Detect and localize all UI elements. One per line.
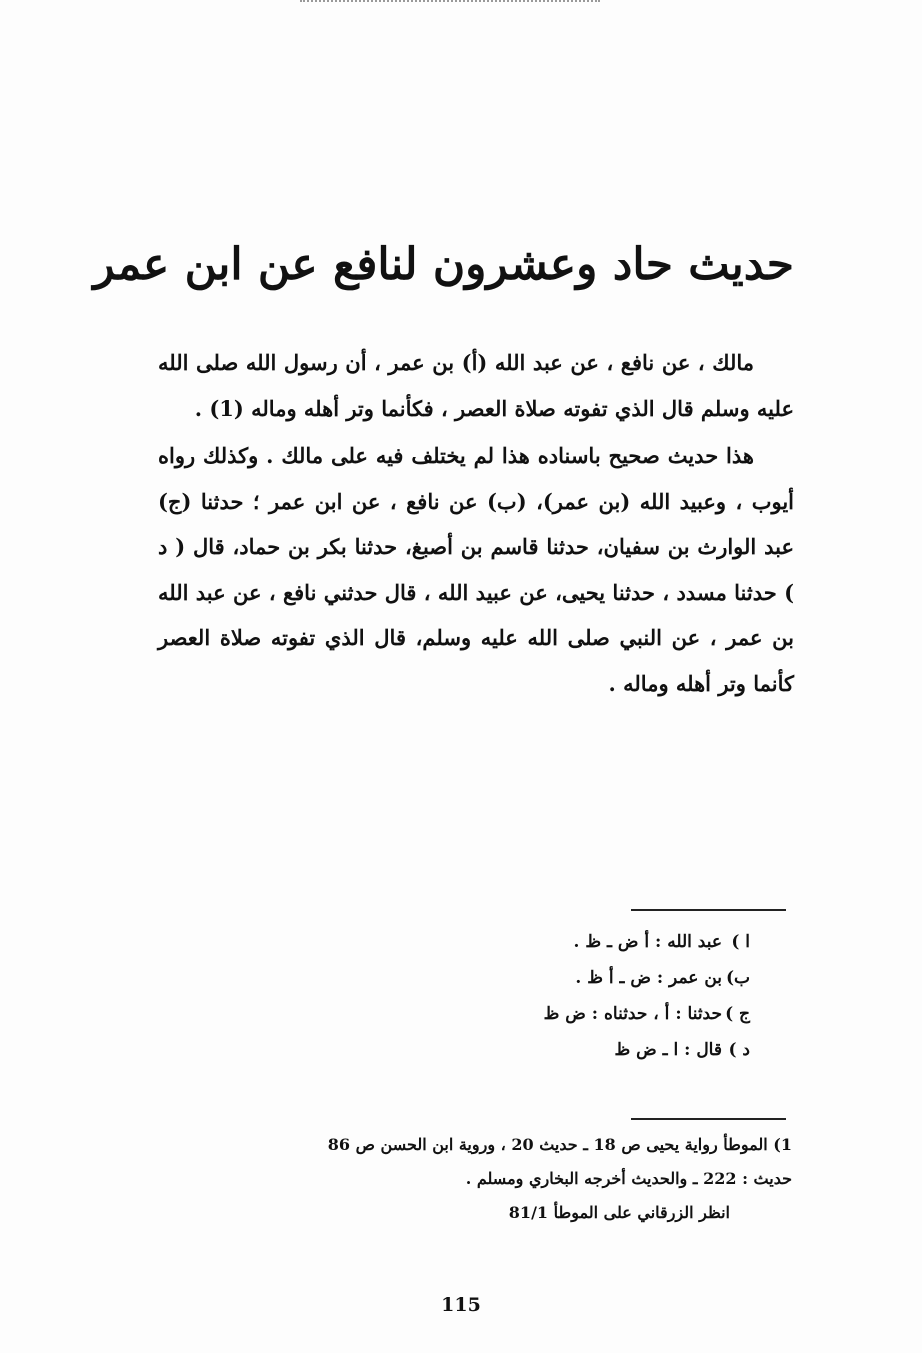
variant-mark: ج )	[725, 1004, 750, 1024]
scan-edge-marks	[300, 0, 600, 6]
chapter-title: حديث حاد وعشرون لنافع عن ابن عمر	[93, 239, 794, 290]
variant-row	[390, 996, 750, 1032]
footnote-line: 1) الموطأ رواية يحيى ص 18 ـ حديث 20 ، وروية ابن الحسن ص 86	[327, 1135, 792, 1154]
footnote-line: انظر الزرقاني على الموطأ 81/1	[508, 1203, 730, 1222]
paragraph-commentary: هذا حديث صحيح باسناده هذا لم يختلف فيه على مالك . وكذلك رواه أيوب ، وعبيد الله (بن عمر)، (ب) عن نافع ، عن ابن عمر ؛ حدثنا (ج) عبد الوارث بن سفيان، حدثنا قاسم بن أصبغ، حدثنا بكر بن حماد، قال ( د ) حدثنا مسدد ، حدثنا يحيى، عن عبيد الله ، قال حدثني نافع ، عن عبد الله بن عمر ، عن النبي صلى الله عليه وسلم، قال الذي تفوته صلاة العصر كأنما وتر أهله وماله .	[158, 443, 794, 696]
footnote	[152, 1128, 792, 1230]
variant-text: قال : ا ـ ض ظ	[614, 1040, 722, 1060]
variant-mark: ب)	[725, 968, 750, 988]
variants-divider	[631, 909, 786, 911]
page-number: 115	[441, 1294, 481, 1316]
main-text	[158, 340, 794, 706]
manuscript-variants	[390, 924, 750, 1068]
variant-text: عبد الله : أ ض ـ ظ .	[573, 932, 722, 952]
paragraph-hadith: مالك ، عن نافع ، عن عبد الله (أ) بن عمر ، أن رسول الله صلى الله عليه وسلم قال الذي تفوته صلاة العصر ، فكأنما وتر أهله وماله (1) .	[158, 350, 794, 421]
variant-row	[390, 960, 750, 996]
footnote-line: حديث : 222 ـ والحديث أخرجه البخاري ومسلم .	[465, 1169, 792, 1188]
variant-row	[390, 924, 750, 960]
footnote-divider	[631, 1118, 786, 1120]
variant-text: بن عمر : ض ـ أ ظ .	[575, 968, 722, 988]
variant-mark: د )	[728, 1040, 750, 1060]
variant-mark: ا )	[731, 932, 750, 952]
variant-row	[390, 1032, 750, 1068]
variant-text: حدثنا : أ ، حدثناه : ض ظ	[543, 1004, 722, 1024]
